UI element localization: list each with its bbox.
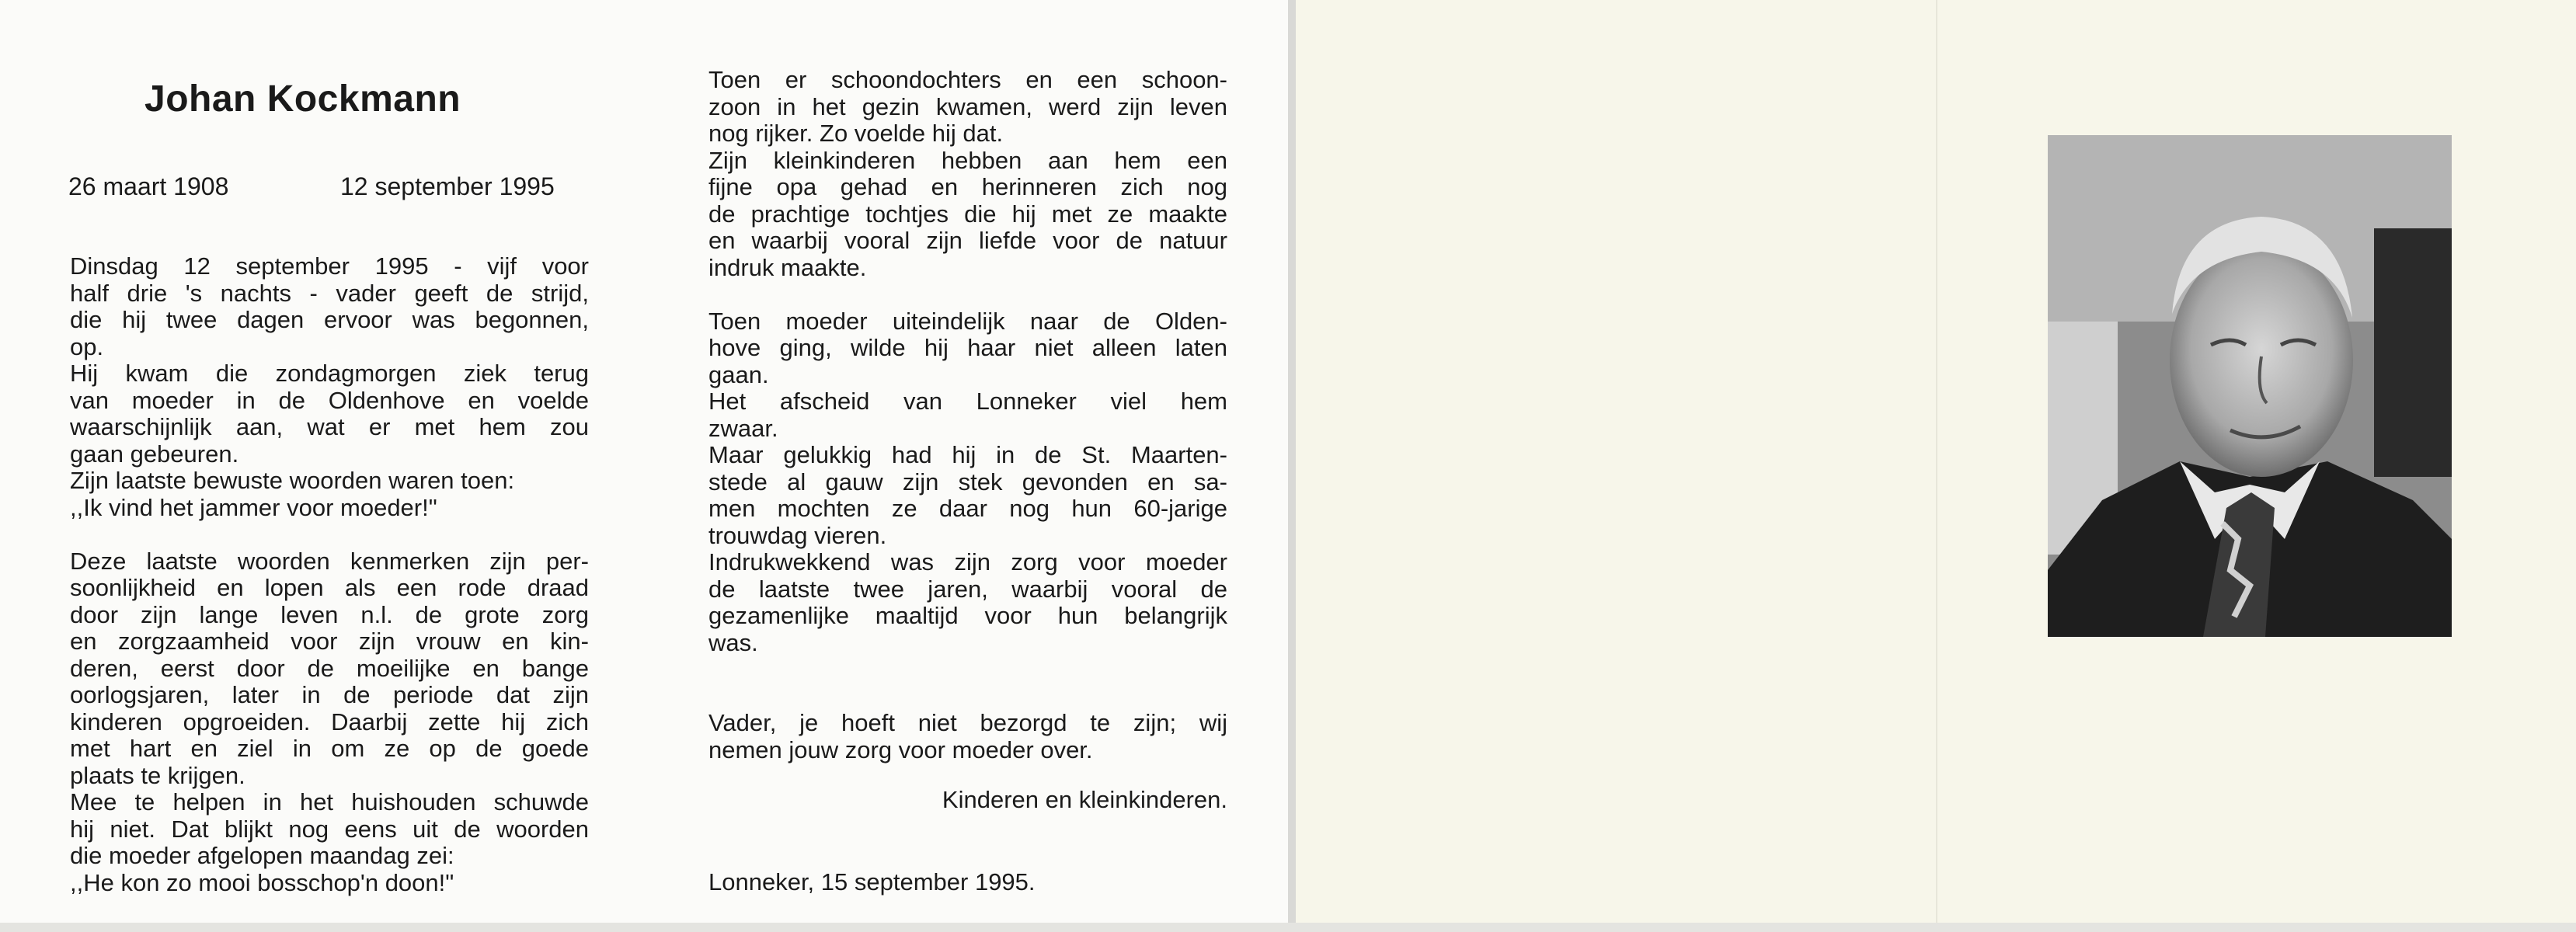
text-line: en zorgzaamheid voor zijn vrouw en kin-: [70, 628, 589, 655]
signature-line: Kinderen en kleinkinderen.: [942, 786, 1227, 813]
text-line: was.: [708, 628, 758, 656]
text-line: Indrukwekkend was zijn zorg voor moeder: [708, 548, 1227, 576]
deceased-name: Johan Kockmann: [144, 78, 461, 120]
text-line: ,,He kon zo mooi bosschop'n doon!": [70, 868, 454, 896]
text-line: die moeder afgelopen maandag zei:: [70, 842, 454, 869]
text-line: gezamenlijke maaltijd voor hun belangrijk: [708, 602, 1227, 629]
text-line: en waarbij vooral zijn liefde voor de natuur: [708, 227, 1227, 254]
text-line: fijne opa gehad en herinneren zich nog: [708, 173, 1227, 200]
text-line: zwaar.: [708, 414, 778, 442]
text-line: deren, eerst door de moeilijke en bange: [70, 654, 589, 682]
text-line: kinderen opgroeiden. Daarbij zette hij zich: [70, 708, 589, 736]
paragraph-gap: [708, 683, 1227, 711]
text-line: ,,Ik vind het jammer voor moeder!": [70, 493, 437, 521]
text-line: Toen er schoondochters en een schoon-: [708, 66, 1227, 93]
text-line: hij niet. Dat blijkt nog eens uit de woorden: [70, 815, 589, 843]
text-line: van moeder in de Oldenhove en voelde: [70, 386, 589, 414]
text-line: Maar gelukkig had hij in de St. Maarten-: [708, 441, 1227, 468]
place-and-date: Lonneker, 15 september 1995.: [708, 868, 1036, 895]
text-line: Mee te helpen in het huishouden schuwde: [70, 788, 589, 816]
text-line: de prachtige tochtjes die hij met ze maakte: [708, 200, 1227, 228]
memorial-text-right: [708, 67, 1227, 763]
memorial-text-left: [70, 253, 589, 896]
text-line: nog rijker. Zo voelde hij dat.: [708, 120, 1004, 147]
text-line: soonlijkheid en lopen als een rode draad: [70, 574, 589, 601]
text-line: nemen jouw zorg voor moeder over.: [708, 736, 1093, 763]
text-line: Toen moeder uiteindelijk naar de Olden-: [708, 307, 1227, 335]
text-line: Zijn laatste bewuste woorden waren toen:: [70, 467, 515, 494]
death-date: 12 september 1995: [340, 172, 555, 200]
text-line: die hij twee dagen ervoor was begonnen,: [70, 306, 589, 333]
page-gap: [1288, 0, 1296, 932]
text-line: zoon in het gezin kwamen, werd zijn leven: [708, 92, 1227, 120]
text-line: Het afscheid van Lonneker viel hem: [708, 388, 1227, 415]
text-line: half drie 's nachts - vader geeft de strijd,: [70, 279, 589, 307]
text-line: oorlogsjaren, later in de periode dat zijn: [70, 681, 589, 708]
bottom-edge: [0, 923, 2576, 932]
portrait-photo: [2048, 135, 2452, 637]
text-line: Vader, je hoeft niet bezorgd te zijn; wij: [708, 709, 1227, 736]
text-line: trouwdag vieren.: [708, 521, 887, 549]
text-line: op.: [70, 332, 104, 360]
text-line: waarschijnlijk aan, wat er met hem zou: [70, 413, 589, 440]
text-line: hove ging, wilde hij haar niet alleen laten: [708, 334, 1227, 361]
text-line: Hij kwam die zondagmorgen ziek terug: [70, 360, 589, 387]
text-line: met hart en ziel in om ze op de goede: [70, 735, 589, 762]
text-line: gaan gebeuren.: [70, 440, 239, 468]
text-line: Deze laatste woorden kenmerken zijn per-: [70, 547, 589, 575]
birth-date: 26 maart 1908: [68, 172, 229, 200]
text-line: men mochten ze daar nog hun 60-jarige: [708, 495, 1227, 522]
paragraph-gap: [70, 521, 589, 548]
text-line: Zijn kleinkinderen hebben aan hem een: [708, 146, 1227, 174]
text-line: door zijn lange leven n.l. de grote zorg: [70, 600, 589, 628]
text-line: Dinsdag 12 september 1995 - vijf voor: [70, 252, 589, 280]
paragraph-gap: [708, 656, 1227, 683]
paragraph-gap: [708, 281, 1227, 308]
card-fold-line: [1936, 0, 1937, 932]
portrait-image: [2048, 135, 2452, 637]
text-line: stede al gauw zijn stek gevonden en sa-: [708, 468, 1227, 496]
text-line: de laatste twee jaren, waarbij vooral de: [708, 575, 1227, 603]
text-line: plaats te krijgen.: [70, 761, 245, 789]
text-line: indruk maakte.: [708, 253, 867, 281]
text-line: gaan.: [708, 360, 769, 388]
